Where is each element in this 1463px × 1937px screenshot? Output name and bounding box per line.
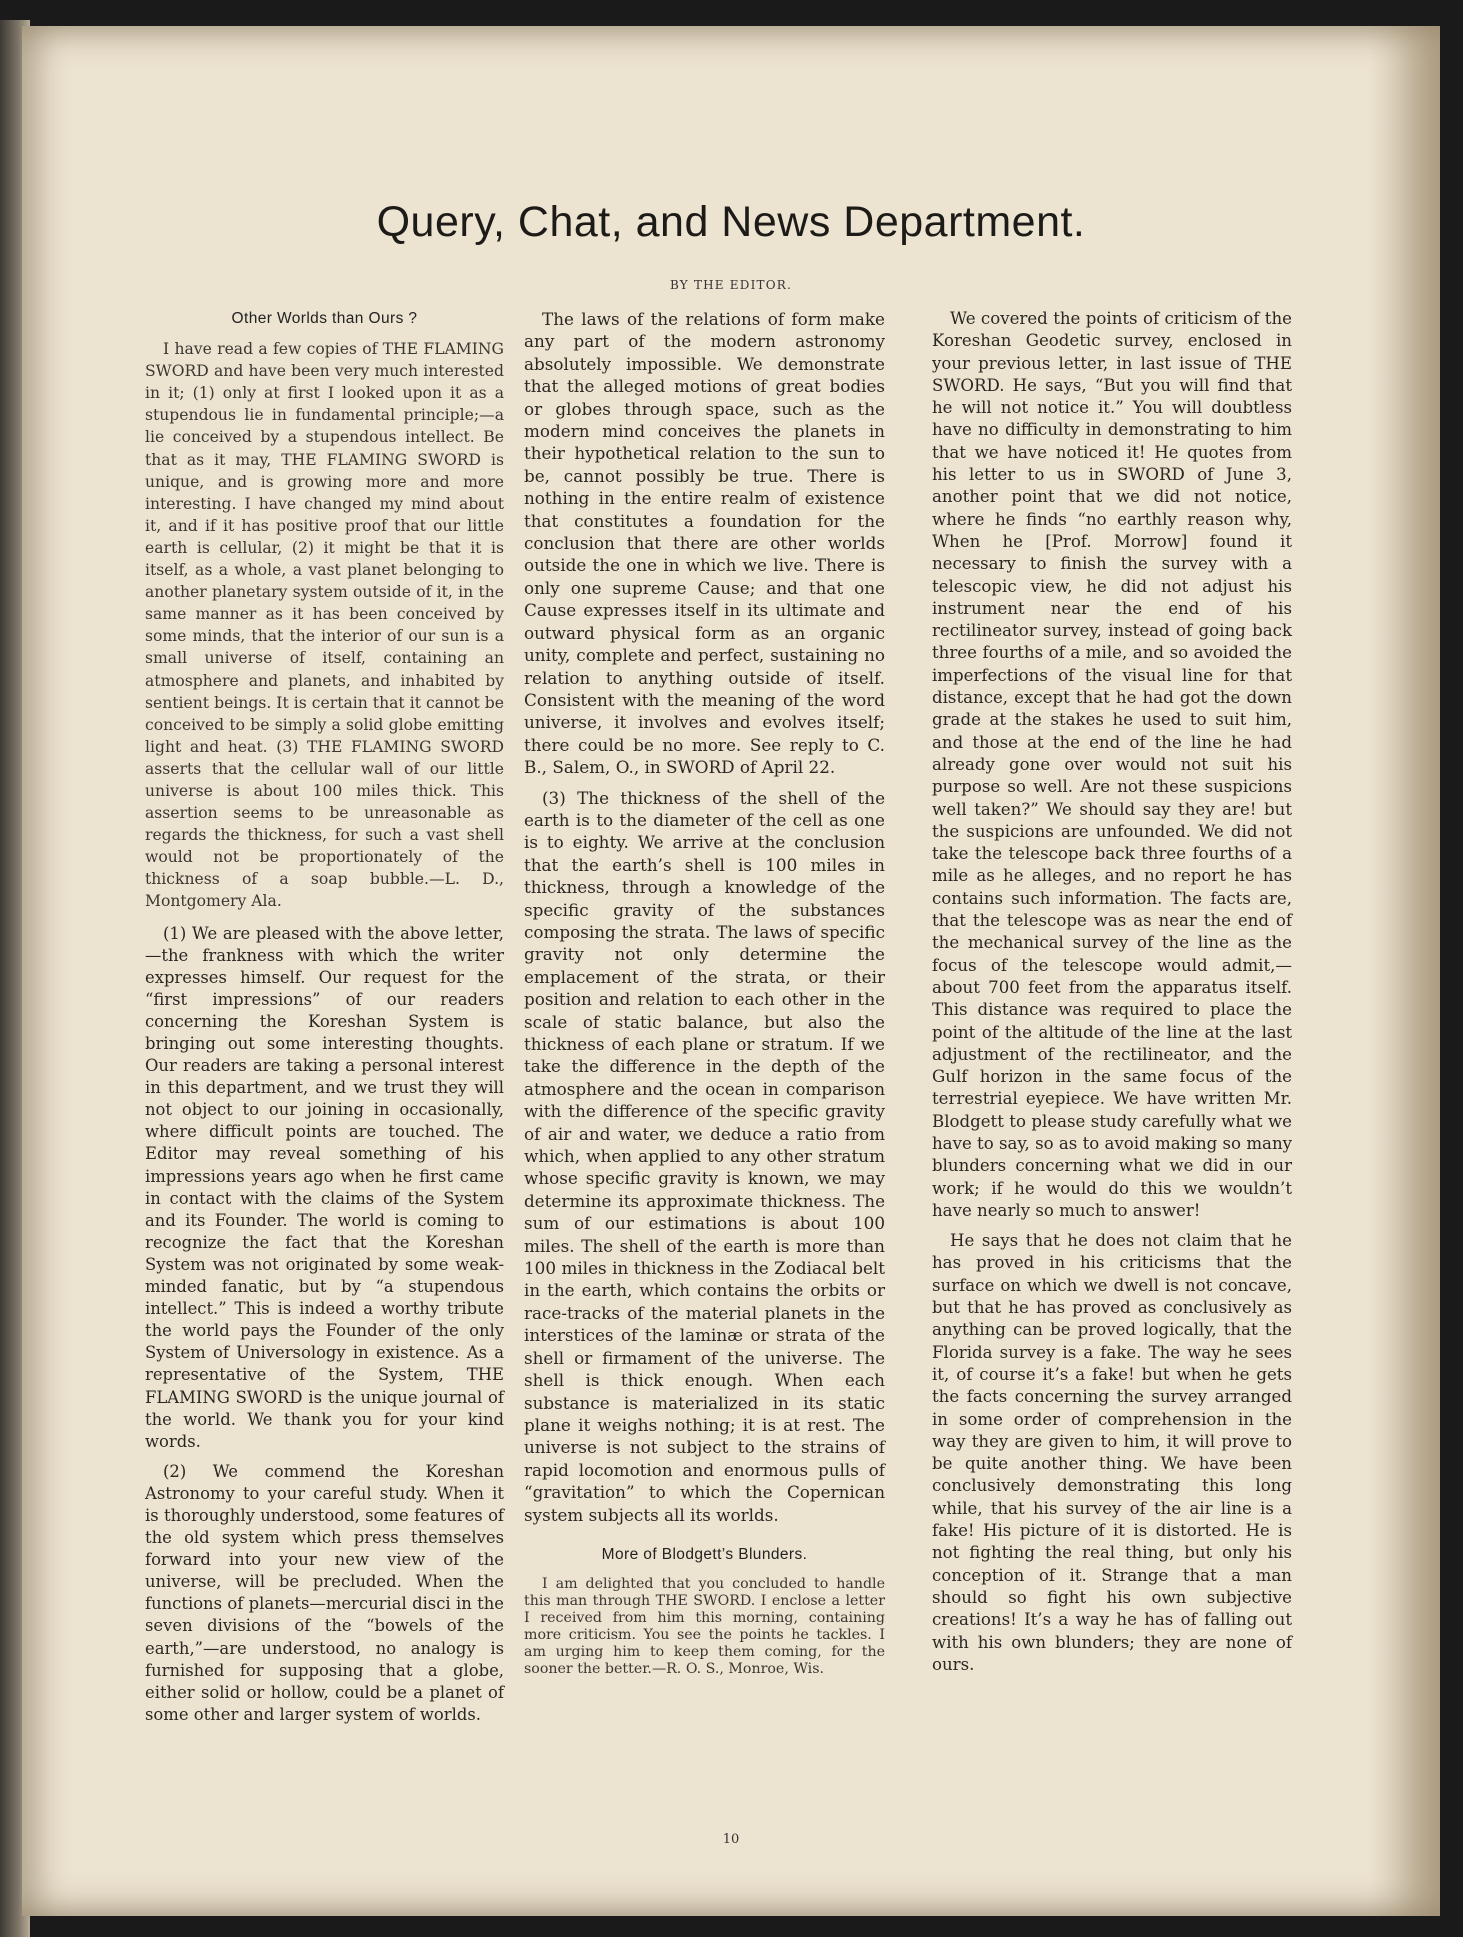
blodgett-reply-paragraph-2: He says that he does not claim that he has proved in his criticisms that the surface on which we dwell is not concave, but that he has proved as conclusively as anything can be proved logically, that the Florida survey is a fake. The way he sees it, of course it’s a fake! but when he gets the facts concerning the survey arranged in some order of comprehension in the way they are given to him, it will prove to be quite another thing. We have been conclusively demonstrating this long while, that his survey of the air line is a fake! His picture of it is distorted. He is not fighting the real thing, but only his conception of it. Strange that a man should so fight his own subjective creations! It’s a way he has of falling out with his own blunders; they are none of ours. — [932, 1231, 1292, 1674]
byline: BY THE EDITOR. — [670, 278, 792, 292]
article-heading-blodgett: More of Blodgett’s Blunders. — [601, 1545, 808, 1563]
column-2 — [524, 308, 885, 1686]
reader-letter-2: I am delighted that you concluded to handle this man through THE SWORD. I enclose a letter I received from him this morning, containing more criticism. You see the points he tackles. I am urging him to keep them coming, for the sooner the better.—R. O. S., Monroe, Wis. — [524, 1576, 885, 1678]
page — [22, 26, 1440, 1916]
reply-paragraph-3: (3) The thickness of the shell of the earth is to the diameter of the cell as one is to eighty. We arrive at the conclusion that the earth’s shell is 100 miles in thickness, through a knowledge of the specific gravity of the substances composing the strata. The laws of specific gravity not only determine the emplacement of the strata, or their position and relation to each other in the scale of static balance, but also the thickness of each plane or stratum. If we take the difference in the depth of the atmosphere and the ocean in comparison with the difference of the specific gravity of air and water, we deduce a ratio from which, when applied to any other stratum whose specific gravity is known, we may determine its approximate thickness. The sum of our estimations is about 100 miles. The shell of the earth is more than 100 miles in thickness in the Zodiacal belt in the earth, which contains the orbits or race-tracks of the material planets in the interstices of the laminæ or strata of the shell or firmament of the universe. The shell is thick enough. When each substance is materialized in its static plane it weighs nothing; it is at rest. The universe is not subject to the strains of rapid locomotion and enormous pulls of “gravitation” to which the Copernican system subjects all its worlds. — [524, 787, 885, 1525]
page-number: 10 — [722, 1832, 740, 1847]
column-1 — [145, 308, 504, 1734]
blodgett-reply-paragraph-1: We covered the points of criticism of the Koreshan Geodetic survey, enclosed in your previous letter, in last issue of THE SWORD. He says, “But you will find that he will not notice it.” You will doubtless have no difficulty in demonstrating to him that we have noticed it! He quotes from his letter to us in SWORD of June 3, another point that we did not notice, where he finds “no earthly reason why, When he [Prof. Morrow] found it necessary to finish the survey with a telescopic view, he did not adjust his instrument near the end of his rectilineator survey, instead of going back three fourths of a mile, and so avoided the imperfections of the visual line for that distance, except that he had got the down grade at the stakes he used to suit him, and those at the end of the line he had already gone over would not suit his purpose so well. Are not these suspicions well taken?” We should say they are! but the suspicions are unfounded. We did not take the telescope back three fourths of a mile as he alleges, and no report he has contains such information. The facts are, that the telescope was as near the end of the mechanical survey of the line as the focus of the telescope would admit,—about 700 feet from the apparatus itself. This distance was required to place the point of the altitude of the line at the last adjustment of the rectilineator, and the Gulf horizon in the same focus of the terrestrial eyepiece. We have written Mr. Blodgett to please study carefully what we have to say, so as to avoid making so many blunders concerning what we did in our work; if he would do this we wouldn’t have nearly so much to answer! — [932, 309, 1293, 1220]
page-title: Query, Chat, and News Department. — [376, 198, 1086, 246]
reply-paragraph-2-cont: The laws of the relations of form make any part of the modern astronomy absolutely impossible. We demonstrate that the alleged motions of great bodies or globes through space, such as the modern mind conceives the planets in their hypothetical relation to the sun to be, cannot possibly be true. There is nothing in the entire realm of existence that constitutes a foundation for the conclusion that there are other worlds outside the one in which we live. There is only one supreme Cause; and that one Cause expresses itself in its ultimate and outward physical form as an organic unity, complete and perfect, sustaining no relation to anything outside of itself. Consistent with the meaning of the word universe, it involves and evolves itself; there could be no more. See reply to C. B., Salem, O., in SWORD of April 22. — [524, 309, 885, 778]
reply-paragraph-2: (2) We commend the Koreshan Astronomy to your careful study. When it is thoroughly understood, some features of the old system which press themselves forward into your new view of the universe, will be precluded. When the functions of planets—mercurial disci in the seven divisions of the “bowels of the earth,”—are understood, no analogy is furnished for supposing that a globe, either solid or hollow, could be a planet of some other and larger system of worlds. — [145, 1461, 504, 1724]
reply-paragraph-1: (1) We are pleased with the above letter, —the frankness with which the writer expresses himself. Our request for the “first impressions” of our readers concerning the Koreshan System is bringing out some interesting thoughts. Our readers are taking a personal interest in this department, and we trust they will not object to our joining in occasionally, where difficult points are touched. The Editor may reveal something of his impressions years ago when he first came in contact with the claims of the System and its Founder. The world is coming to recognize the fact that the Koreshan System was not originated by some weak-minded fanatic, but by “a stupendous intellect.” This is indeed a worthy tribute the world pays the Founder of the only System of Universology in existence. As a representative of the System, THE FLAMING SWORD is the unique journal of the world. We thank you for your kind words. — [145, 923, 504, 1451]
column-3 — [932, 308, 1292, 1684]
page-edge-shadow — [1370, 26, 1440, 1916]
article-heading-other-worlds: Other Worlds than Ours ? — [231, 310, 418, 327]
reader-letter: I have read a few copies of THE FLAMING SWORD and have been very much interested in it; (1) only at first I looked upon it as a stupendous lie in fundamental principle;—a lie conceived by a stupendous intellect. Be that as it may, THE FLAMING SWORD is unique, and is growing more and more interesting. I have changed my mind about it, and if it has positive proof that our little earth is cellular, (2) it might be that it is itself, as a whole, a vast planet belonging to another planetary system outside of it, in the same manner as it has been conceived by some minds, that the interior of our sun is a small universe of itself, containing an atmosphere and planets, and inhabited by sentient beings. It is certain that it cannot be conceived to be simply a solid globe emitting light and heat. (3) THE FLAMING SWORD asserts that the cellular wall of our little universe is about 100 miles thick. This assertion seems to be unreasonable as regards the thickness, for such a vast shell would not be proportionately of the thickness of a soap bubble.—L. D., Montgomery Ala. — [145, 340, 504, 911]
